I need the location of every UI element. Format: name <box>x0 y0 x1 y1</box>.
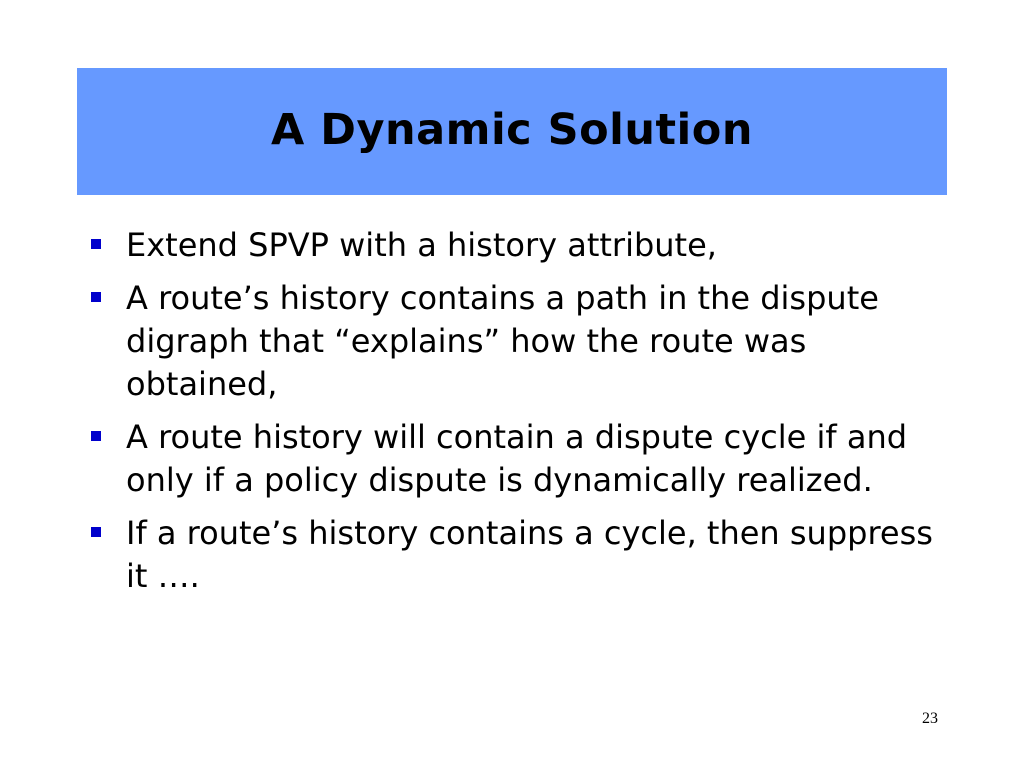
square-bullet-icon <box>91 239 101 249</box>
page-number: 23 <box>922 710 938 727</box>
square-bullet-icon <box>91 527 101 537</box>
bullet-item <box>88 277 948 406</box>
bullet-text: Extend SPVP with a history attribute, <box>126 226 717 264</box>
bullet-item <box>88 224 948 267</box>
slide-title: A Dynamic Solution <box>271 104 753 155</box>
bullet-list <box>88 224 948 608</box>
bullet-text: If a route’s history contains a cycle, then suppress it …. <box>126 514 933 595</box>
square-bullet-icon <box>91 292 101 302</box>
bullet-text: A route’s history contains a path in the dispute digraph that “explains” how the route was obtained, <box>126 279 879 403</box>
bullet-item <box>88 512 948 598</box>
bullet-item <box>88 416 948 502</box>
square-bullet-icon <box>91 431 101 441</box>
bullet-text: A route history will contain a dispute cycle if and only if a policy dispute is dynamically realized. <box>126 418 908 499</box>
title-bar <box>77 68 947 195</box>
